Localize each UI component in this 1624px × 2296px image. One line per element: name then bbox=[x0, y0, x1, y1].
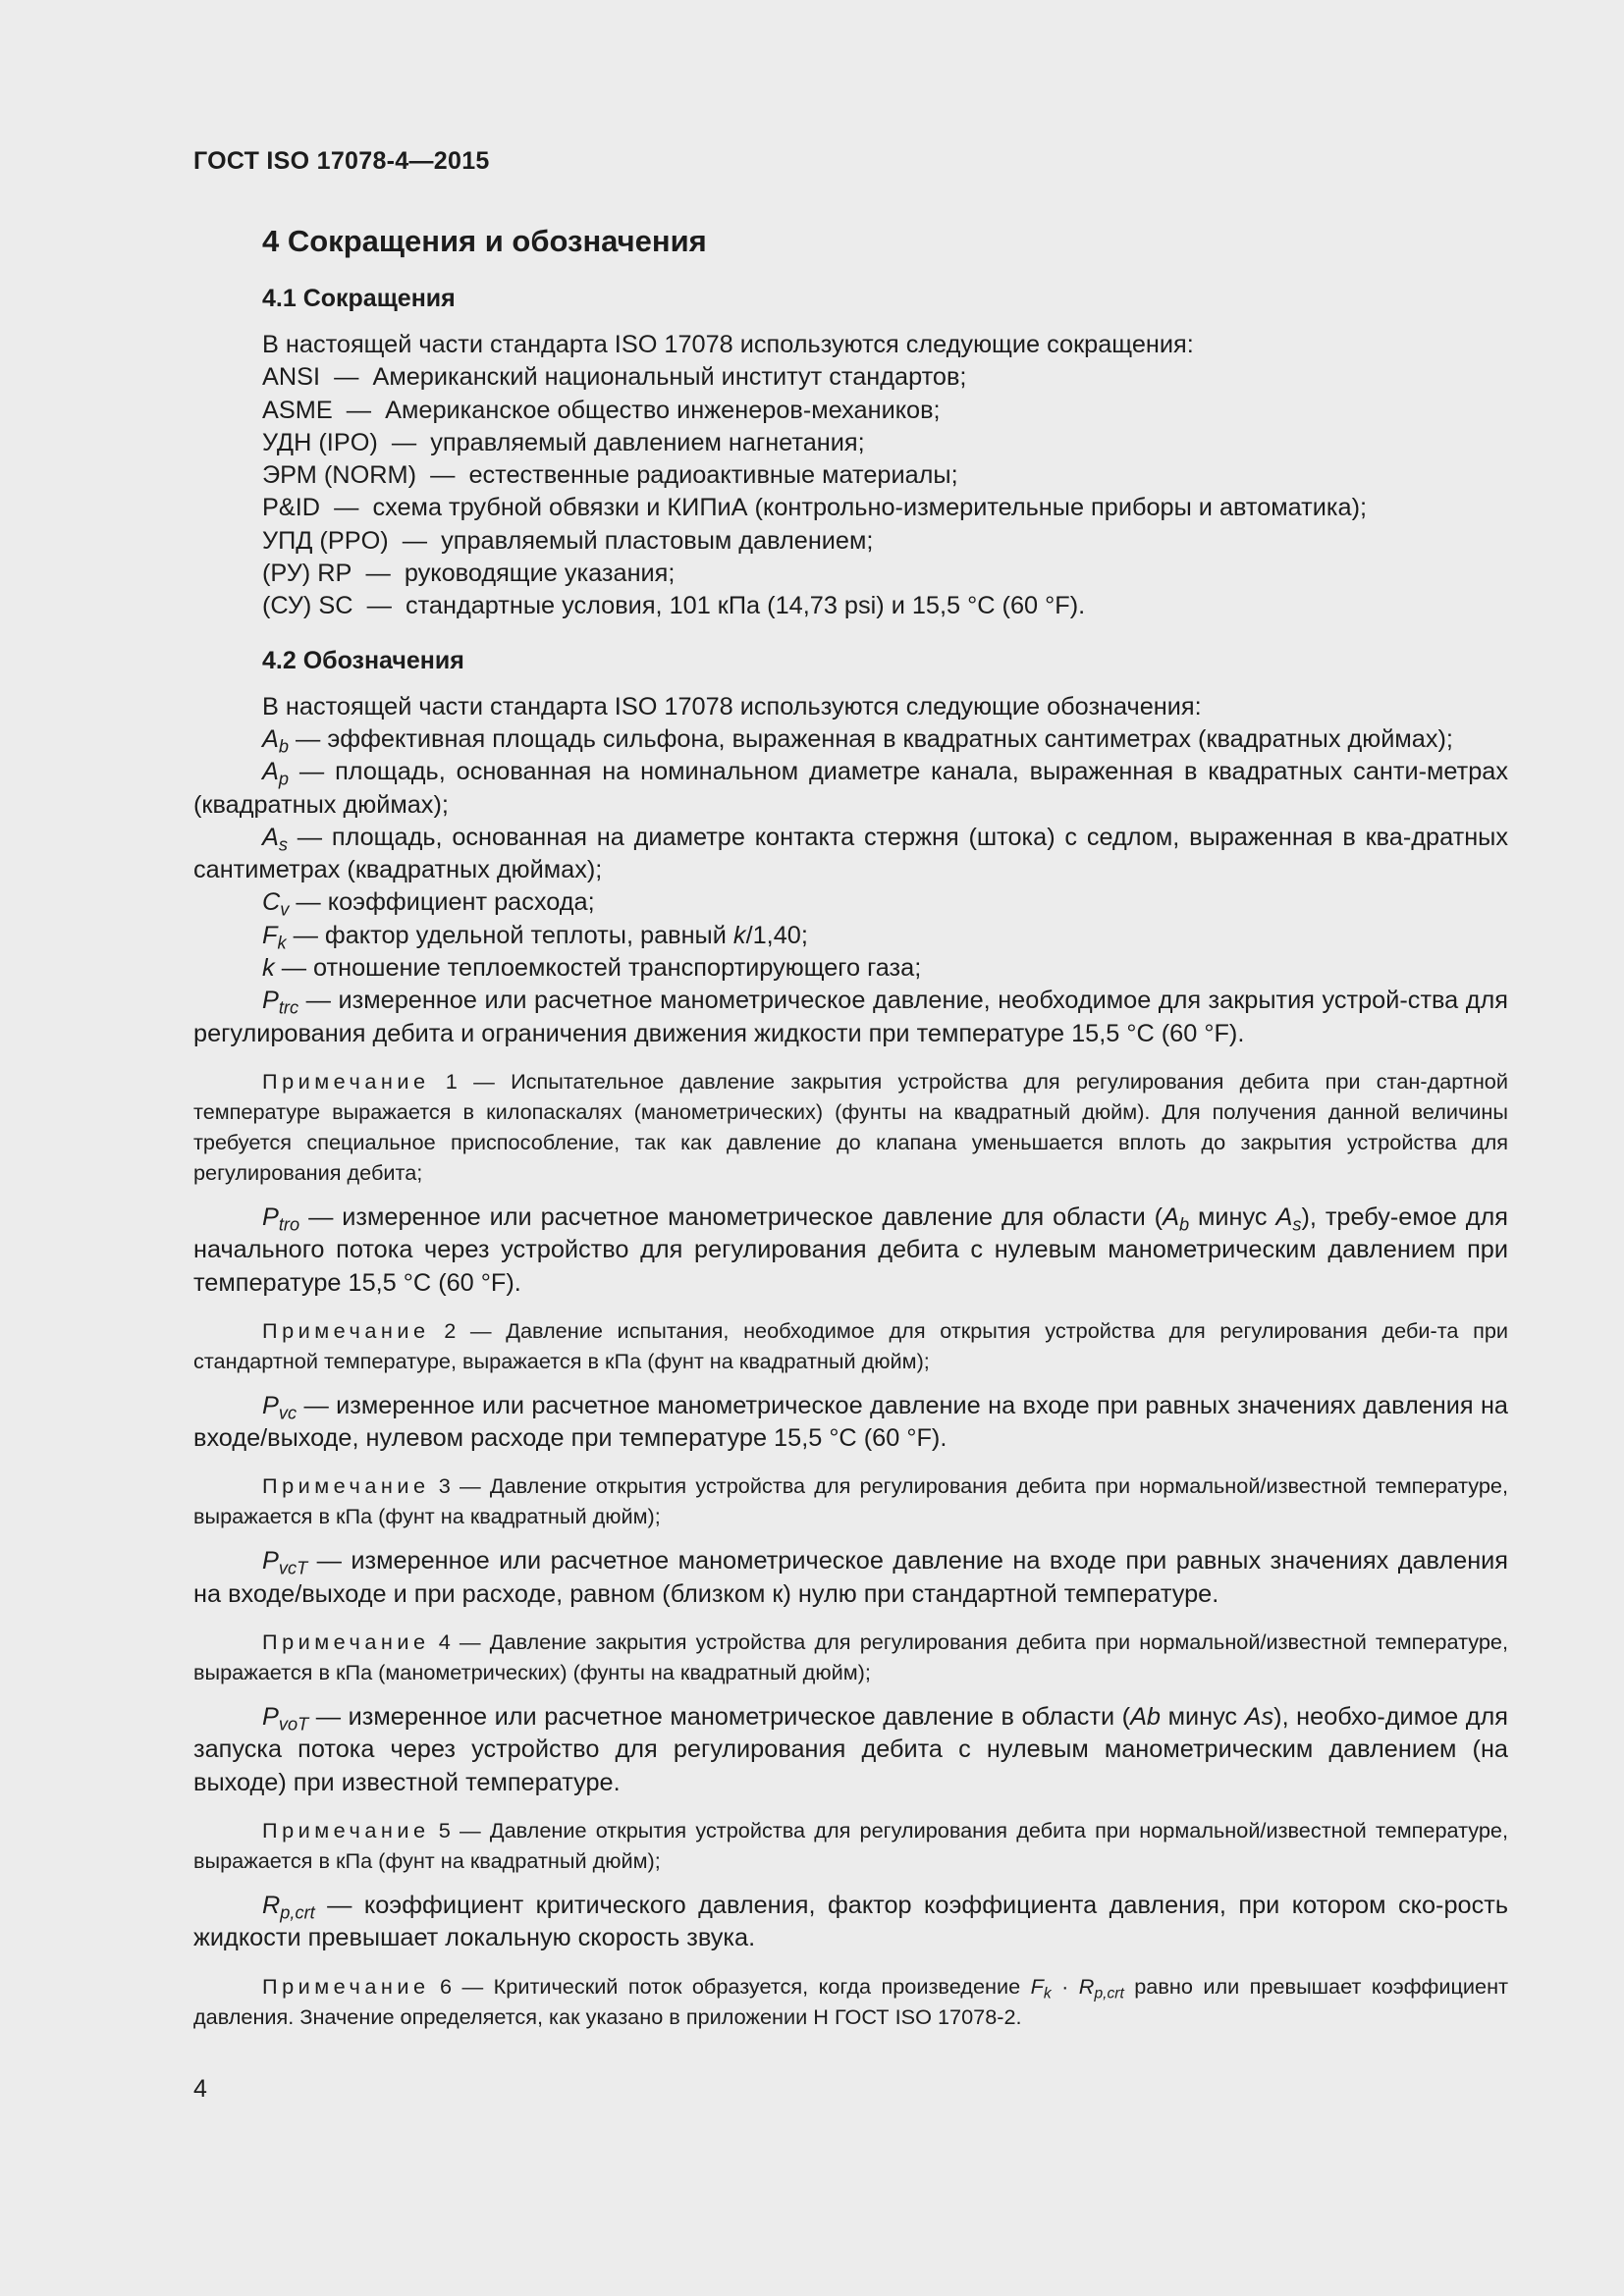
document-header: ГОСТ ISO 17078-4—2015 bbox=[193, 147, 490, 175]
note: Примечание 6 — Критический поток образуется, когда произведение $F_k \cdot R_{p,crt}$ равно или превышает коэффициент давления. Значение определяется, как указано в приложении Н ГОСТ ISO 17078-2. bbox=[193, 1973, 1509, 2029]
symbol-definition: $C_v$ — коэффициент расхода; bbox=[262, 888, 595, 920]
symbol-definition: $F_k$ — фактор удельной теплоты, равный k/1,40; bbox=[262, 921, 808, 953]
note-label: Примечание bbox=[262, 1973, 430, 1999]
note-label: Примечание bbox=[262, 1817, 430, 1842]
note: Примечание 1 — Испытательное давление закрытия устройства для регулирования дебита при стан-дартной температуре выражается в килопаскалях (манометрических) (фунты на квадратный дюйм). Для получения данной величины требуется специальное приспособление, так как давление до клапана уменьшается вплоть до закрытия устройства для регулирования дебита; bbox=[193, 1068, 1508, 1185]
symbol-definition: $P_{vcT}$ — измеренное или расчетное манометрическое давление на входе при равных значениях давления на входе/выходе и при расходе, равном (близком к) нулю при стандартной температуре. bbox=[193, 1547, 1509, 1608]
subsection-title-abbreviations: 4.1 Сокращения bbox=[262, 285, 456, 312]
note-label: Примечание bbox=[262, 1068, 430, 1094]
note: Примечание 5 — Давление открытия устройства для регулирования дебита при нормальной/известной температуре, выражается в кПа (фунт на квадратный дюйм); bbox=[193, 1817, 1509, 1873]
abbreviation-item: ANSI — Американский национальный институт стандартов; bbox=[262, 363, 967, 392]
note: Примечание 3 — Давление открытия устройства для регулирования дебита при нормальной/известной температуре, выражается в кПа (фунт на квадратный дюйм); bbox=[193, 1473, 1509, 1529]
page-number: 4 bbox=[193, 2075, 207, 2103]
symbol-definition: $P_{trc}$ — измеренное или расчетное манометрическое давление, необходимое для закрытия устрой-ства для регулирования дебита и ограничения движения жидкости при температуре 15,5 °C (60 °F). bbox=[193, 987, 1509, 1047]
symbol-definition: $P_{vc}$ — измеренное или расчетное манометрическое давление на входе при равных значениях давления на входе/выходе, нулевом расходе при температуре 15,5 °C (60 °F). bbox=[193, 1391, 1508, 1453]
subsection-title-symbols: 4.2 Обозначения bbox=[262, 646, 464, 674]
symbols-intro: В настоящей части стандарта ISO 17078 используются следующие обозначения: bbox=[262, 692, 1202, 721]
symbol-definition: $A_b$ — эффективная площадь сильфона, выраженная в квадратных сантиметрах (квадратных дюймах); bbox=[262, 724, 1453, 757]
abbreviation-item: P&ID — схема трубной обвязки и КИПиА (контрольно-измерительные приборы и автоматика); bbox=[262, 494, 1368, 522]
section-title: 4 Сокращения и обозначения bbox=[262, 224, 707, 258]
note-label: Примечание bbox=[262, 1317, 430, 1343]
symbol-definition: $P_{voT}$ — измеренное или расчетное манометрическое давление в области (Ab минус As), необхо-димое для запуска потока через устройство для регулирования дебита с нулевым манометрическим давлением (на выходе) при известной температуре. bbox=[193, 1703, 1508, 1796]
symbol-definition: $A_s$ — площадь, основанная на диаметре контакта стержня (штока) с седлом, выраженная в ква-дратных сантиметрах (квадратных дюймах); bbox=[193, 823, 1509, 884]
symbol-definition: $A_p$ — площадь, основанная на номинальном диаметре канала, выраженная в квадратных санти-метрах (квадратных дюймах); bbox=[193, 758, 1509, 819]
abbreviation-item: ЭРМ (NORM) — естественные радиоактивные материалы; bbox=[262, 461, 958, 490]
symbol-definition: k — отношение теплоемкостей транспортирующего газа; bbox=[262, 954, 922, 983]
abbreviation-item: УПД (PPO) — управляемый пластовым давлением; bbox=[262, 526, 874, 555]
abbreviation-item: УДН (IPO) — управляемый давлением нагнетания; bbox=[262, 428, 865, 456]
note: Примечание 4 — Давление закрытия устройства для регулирования дебита при нормальной/известной температуре, выражается в кПа (манометрических) (фунты на квадратный дюйм); bbox=[193, 1629, 1509, 1685]
symbol-definition: $P_{tro}$ — измеренное или расчетное манометрическое давление для области ($A_b$ минус $A_s$), требу-емое для начального потока через устройство для регулирования дебита с нулевым манометрическим давлением при температуре 15,5 °C (60 °F). bbox=[193, 1202, 1509, 1297]
note-label: Примечание bbox=[262, 1473, 430, 1499]
abbreviation-item: (РУ) RP — руководящие указания; bbox=[262, 560, 676, 588]
note: Примечание 2 — Давление испытания, необходимое для открытия устройства для регулирования деби-та при стандартной температуре, выражается в кПа (фунт на квадратный дюйм); bbox=[193, 1317, 1509, 1373]
page-content bbox=[193, 224, 1508, 2046]
symbol-definition: $R_{p,crt}$ — коэффициент критического давления, фактор коэффициента давления, при котором ско-рость жидкости превышает локальную скорость звука. bbox=[193, 1891, 1508, 1952]
abbreviations-intro: В настоящей части стандарта ISO 17078 используются следующие сокращения: bbox=[262, 331, 1194, 358]
abbreviation-item: (СУ) SC — стандартные условия, 101 кПа (14,73 psi) и 15,5 °C (60 °F). bbox=[262, 592, 1086, 620]
abbreviations-list bbox=[193, 329, 1508, 623]
abbreviation-item: ASME — Американское общество инженеров-механиков; bbox=[262, 396, 941, 424]
note-label: Примечание bbox=[262, 1629, 430, 1655]
